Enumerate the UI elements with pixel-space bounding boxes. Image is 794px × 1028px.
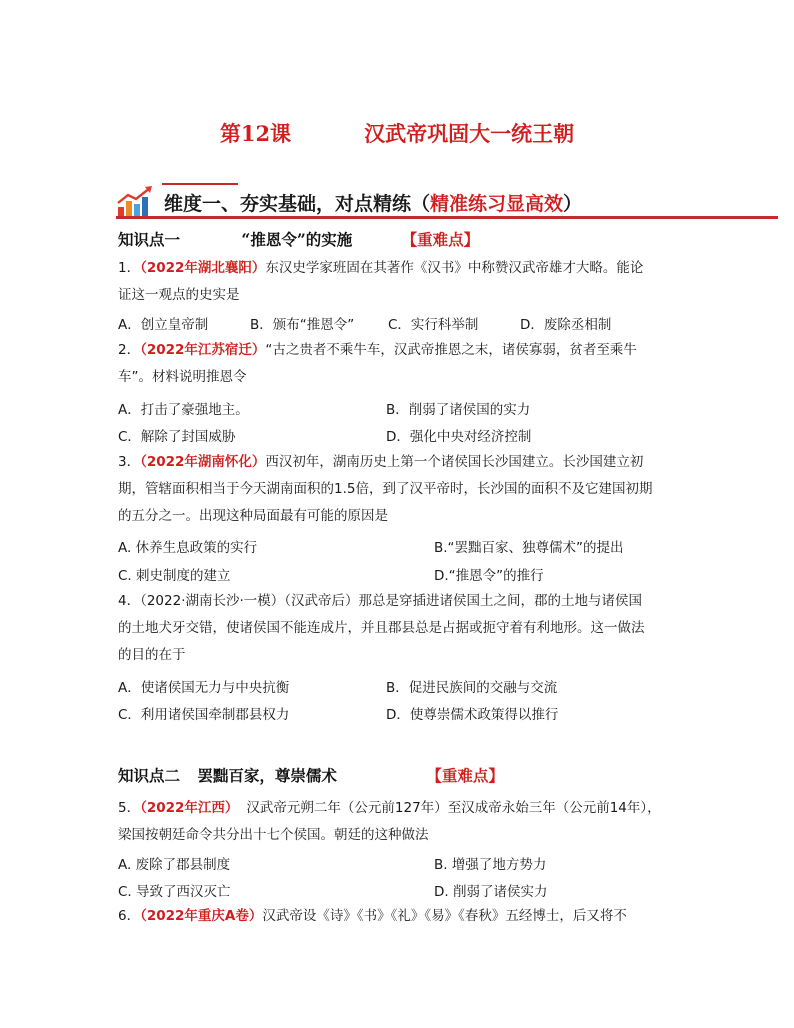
- question-2-stem: [118, 340, 637, 360]
- q2-stem-line1: “古之贵者不乘牛车，汉武帝推恩之末，诸侯寡弱，贫者至乘牛: [265, 342, 637, 358]
- q5-source: （2022年江西）: [140, 800, 239, 816]
- banner-underline: [116, 216, 778, 219]
- q4-stem-line1: （2022·湖南长沙·一模）（汉武帝后）那总是穿插进诸侯国土之间，郡的土地与诸侯国: [140, 593, 643, 609]
- kp2-tag: 【重难点】: [426, 766, 504, 785]
- question-6-stem: [118, 906, 627, 926]
- q5-option-c: C. 导致了西汉灭亡: [118, 884, 231, 900]
- q4-stem-line3: 的目的在于: [118, 647, 186, 663]
- q2-option-b: B．削弱了诸侯国的实力: [386, 402, 531, 418]
- q3-stem-line2: 期，管辖面积相当于今天湖南面积的1.5倍，到了汉平帝时，长沙国的面积不及它建国初期: [118, 481, 653, 497]
- q3-option-a: A. 休养生息政策的实行: [118, 540, 258, 556]
- q5-option-d: D. 削弱了诸侯实力: [434, 884, 548, 900]
- q1-source: （2022年湖北襄阳）: [140, 260, 266, 276]
- section-highlight: 精准练习显高效: [430, 193, 564, 215]
- q4-option-d: D．使尊崇儒术政策得以推行: [386, 707, 559, 723]
- q5-option-a: A. 废除了郡县制度: [118, 857, 231, 873]
- q5-stem-line1: 汉武帝元朔二年（公元前127年）至汉成帝永始三年（公元前14年），: [246, 800, 661, 816]
- q4-option-b: B．促进民族间的交融与交流: [386, 680, 558, 696]
- q1-number: 1．: [118, 260, 141, 276]
- kp1-tag: 【重难点】: [401, 230, 480, 249]
- q1-option-b: B．颁布“推恩令”: [250, 317, 355, 333]
- q3-stem-line1: 西汉初年，湖南历史上第一个诸侯国长沙国建立。长沙国建立初: [265, 454, 644, 470]
- q4-stem-line2: 的土地犬牙交错，使诸侯国不能连成片，并且郡县总是占据或扼守着有利地形。这一做法: [118, 620, 645, 636]
- banner-top-line: [162, 183, 238, 185]
- q5-stem-line2: 梁国按朝廷命令共分出十七个侯国。朝廷的这种做法: [118, 827, 429, 843]
- section-suffix: ）: [563, 193, 583, 215]
- q4-option-a: A．使诸侯国无力与中央抗衡: [118, 680, 290, 696]
- q3-option-c: C. 刺史制度的建立: [118, 568, 231, 584]
- kp1-label: 知识点一: [118, 230, 181, 249]
- q3-source: （2022年湖南怀化）: [140, 454, 266, 470]
- q3-option-b: B.“罢黜百家、独尊儒术”的提出: [434, 540, 624, 556]
- q3-option-d: D.“推恩令”的推行: [434, 568, 544, 584]
- q3-number: 3．: [118, 454, 141, 470]
- question-3-stem: [118, 452, 643, 472]
- q2-number: 2．: [118, 342, 141, 358]
- q1-stem-line1: 东汉史学家班固在其著作《汉书》中称赞汉武帝雄才大略。能论: [265, 260, 644, 276]
- q5-number: 5．: [118, 800, 141, 816]
- kp2-label: 知识点二: [118, 766, 181, 785]
- q4-number: 4．: [118, 593, 141, 609]
- kp2-topic: 罢黜百家，尊崇儒术: [197, 766, 337, 785]
- q3-stem-line3: 的五分之一。出现这种局面最有可能的原因是: [118, 508, 388, 524]
- q1-option-c: C．实行科举制: [388, 317, 479, 333]
- kp1-topic: “推恩令”的实施: [241, 230, 353, 249]
- q2-stem-line2: 车”。材料说明推恩令: [118, 369, 247, 385]
- q1-option-a: A．创立皇帝制: [118, 317, 209, 333]
- q4-option-c: C．利用诸侯国牵制郡县权力: [118, 707, 290, 723]
- knowledge-point-heading-2: [118, 764, 504, 786]
- knowledge-point-heading-1: [118, 228, 479, 250]
- q2-option-c: C．解除了封国威胁: [118, 429, 236, 445]
- section-banner: [116, 183, 778, 223]
- q5-option-b: B. 增强了地方势力: [434, 857, 547, 873]
- q2-option-d: D．强化中央对经济控制: [386, 429, 532, 445]
- q6-number: 6．: [118, 908, 141, 924]
- q2-option-a: A．打击了豪强地主。: [118, 402, 249, 418]
- question-1-stem: [118, 258, 643, 278]
- q6-stem-line1: 汉武帝设《诗》《书》《礼》《易》《春秋》五经博士，后又将不: [262, 908, 627, 924]
- q1-option-d: D．废除丞相制: [520, 317, 612, 333]
- section-heading: [164, 189, 582, 216]
- section-prefix: 维度一、夯实基础，对点精练（: [164, 193, 431, 215]
- q2-source: （2022年江苏宿迁）: [140, 342, 266, 358]
- q1-stem-line2: 证这一观点的史实是: [118, 287, 240, 303]
- question-5-stem: [118, 798, 661, 818]
- page-title: 第12课 汉武帝巩固大一统王朝: [219, 121, 575, 146]
- question-4-stem: [118, 591, 642, 611]
- q6-source: （2022年重庆A卷）: [140, 908, 263, 924]
